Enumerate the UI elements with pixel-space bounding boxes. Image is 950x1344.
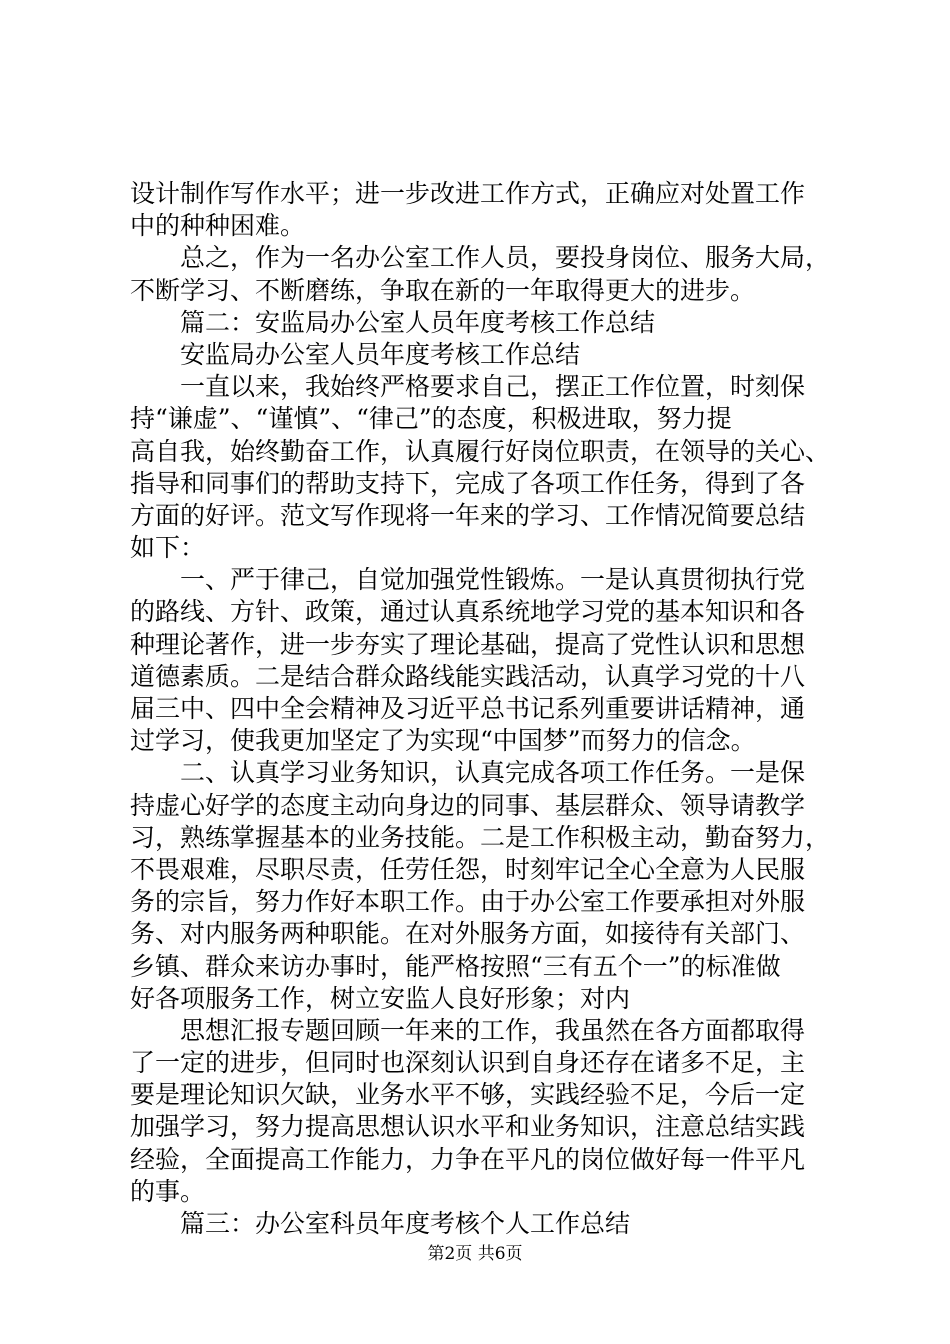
document-body — [130, 178, 830, 1240]
text-line: 好各项服务工作，树立安监人良好形象；对内 — [130, 983, 631, 1013]
text-line: 道德素质。二是结合群众路线能实践活动，认真学习党的十八 — [130, 661, 806, 691]
text-line: 的路线、方针、政策，通过认真系统地学习党的基本知识和各 — [130, 597, 806, 627]
text-line: 持虚心好学的态度主动向身边的同事、基层群众、领导请教学 — [130, 790, 806, 820]
section-heading: 篇三：办公室科员年度考核个人工作总结 — [130, 1209, 631, 1238]
text-line: 务、对内服务两种职能。在对外服务方面，如接待有关部门、 — [130, 919, 806, 949]
text-line: 方面的好评。范文写作现将一年来的学习、工作情况简要总结 — [130, 500, 806, 530]
text-line: 指导和同事们的帮助支持下，完成了各项工作任务，得到了各 — [130, 468, 806, 498]
text-line: 乡镇、群众来访办事时，能严格按照“三有五个一”的标准做 — [130, 951, 781, 981]
text-line: 一直以来，我始终严格要求自己，摆正工作位置，时刻保 — [130, 372, 806, 402]
text-line: 要是理论知识欠缺，业务水平不够，实践经验不足，今后一定 — [130, 1080, 806, 1110]
text-line: 经验，全面提高工作能力，力争在平凡的岗位做好每一件平凡 — [130, 1144, 806, 1174]
text-line: 习，熟练掌握基本的业务技能。二是工作积极主动，勤奋努力， — [130, 822, 831, 852]
text-line: 高自我，始终勤奋工作，认真履行好岗位职责，在领导的关心、 — [130, 436, 831, 466]
text-line: 总之，作为一名办公室工作人员，要投身岗位、服务大局， — [130, 243, 831, 273]
text-line: 了一定的进步，但同时也深刻认识到自身还存在诸多不足，主 — [130, 1048, 806, 1078]
text-line: 如下： — [130, 533, 206, 563]
text-line: 持“谦虚”、“谨慎”、“律己”的态度，积极进取，努力提 — [130, 404, 732, 434]
text-line: 二、认真学习业务知识，认真完成各项工作任务。一是保 — [130, 758, 806, 788]
text-line: 加强学习，努力提高思想认识水平和业务知识，注意总结实践 — [130, 1112, 806, 1142]
text-line: 设计制作写作水平；进一步改进工作方式，正确应对处置工作 — [130, 179, 806, 208]
section-heading: 篇二：安监局办公室人员年度考核工作总结 — [130, 307, 656, 337]
text-line: 中的种种困难。 — [130, 211, 306, 241]
text-line: 不断学习、不断磨练，争取在新的一年取得更大的进步。 — [130, 275, 756, 305]
text-line: 思想汇报专题回顾一年来的工作，我虽然在各方面都取得 — [130, 1015, 806, 1045]
text-line: 不畏艰难，尽职尽责，任劳任怨，时刻牢记全心全意为人民服 — [130, 854, 806, 884]
text-line: 过学习，使我更加坚定了为实现“中国梦”而努力的信念。 — [130, 726, 756, 756]
text-line: 届三中、四中全会精神及习近平总书记系列重要讲话精神，通 — [130, 694, 806, 723]
text-line: 一、严于律己，自觉加强党性锻炼。一是认真贯彻执行党 — [130, 565, 806, 595]
page-number-footer: 第2页 共6页 — [427, 1244, 523, 1264]
text-line: 务的宗旨，努力作好本职工作。由于办公室工作要承担对外服 — [130, 887, 806, 917]
text-line: 的事。 — [130, 1176, 206, 1206]
section-title: 安监局办公室人员年度考核工作总结 — [130, 339, 581, 369]
text-line: 种理论著作，进一步夯实了理论基础，提高了党性认识和思想 — [130, 629, 806, 659]
